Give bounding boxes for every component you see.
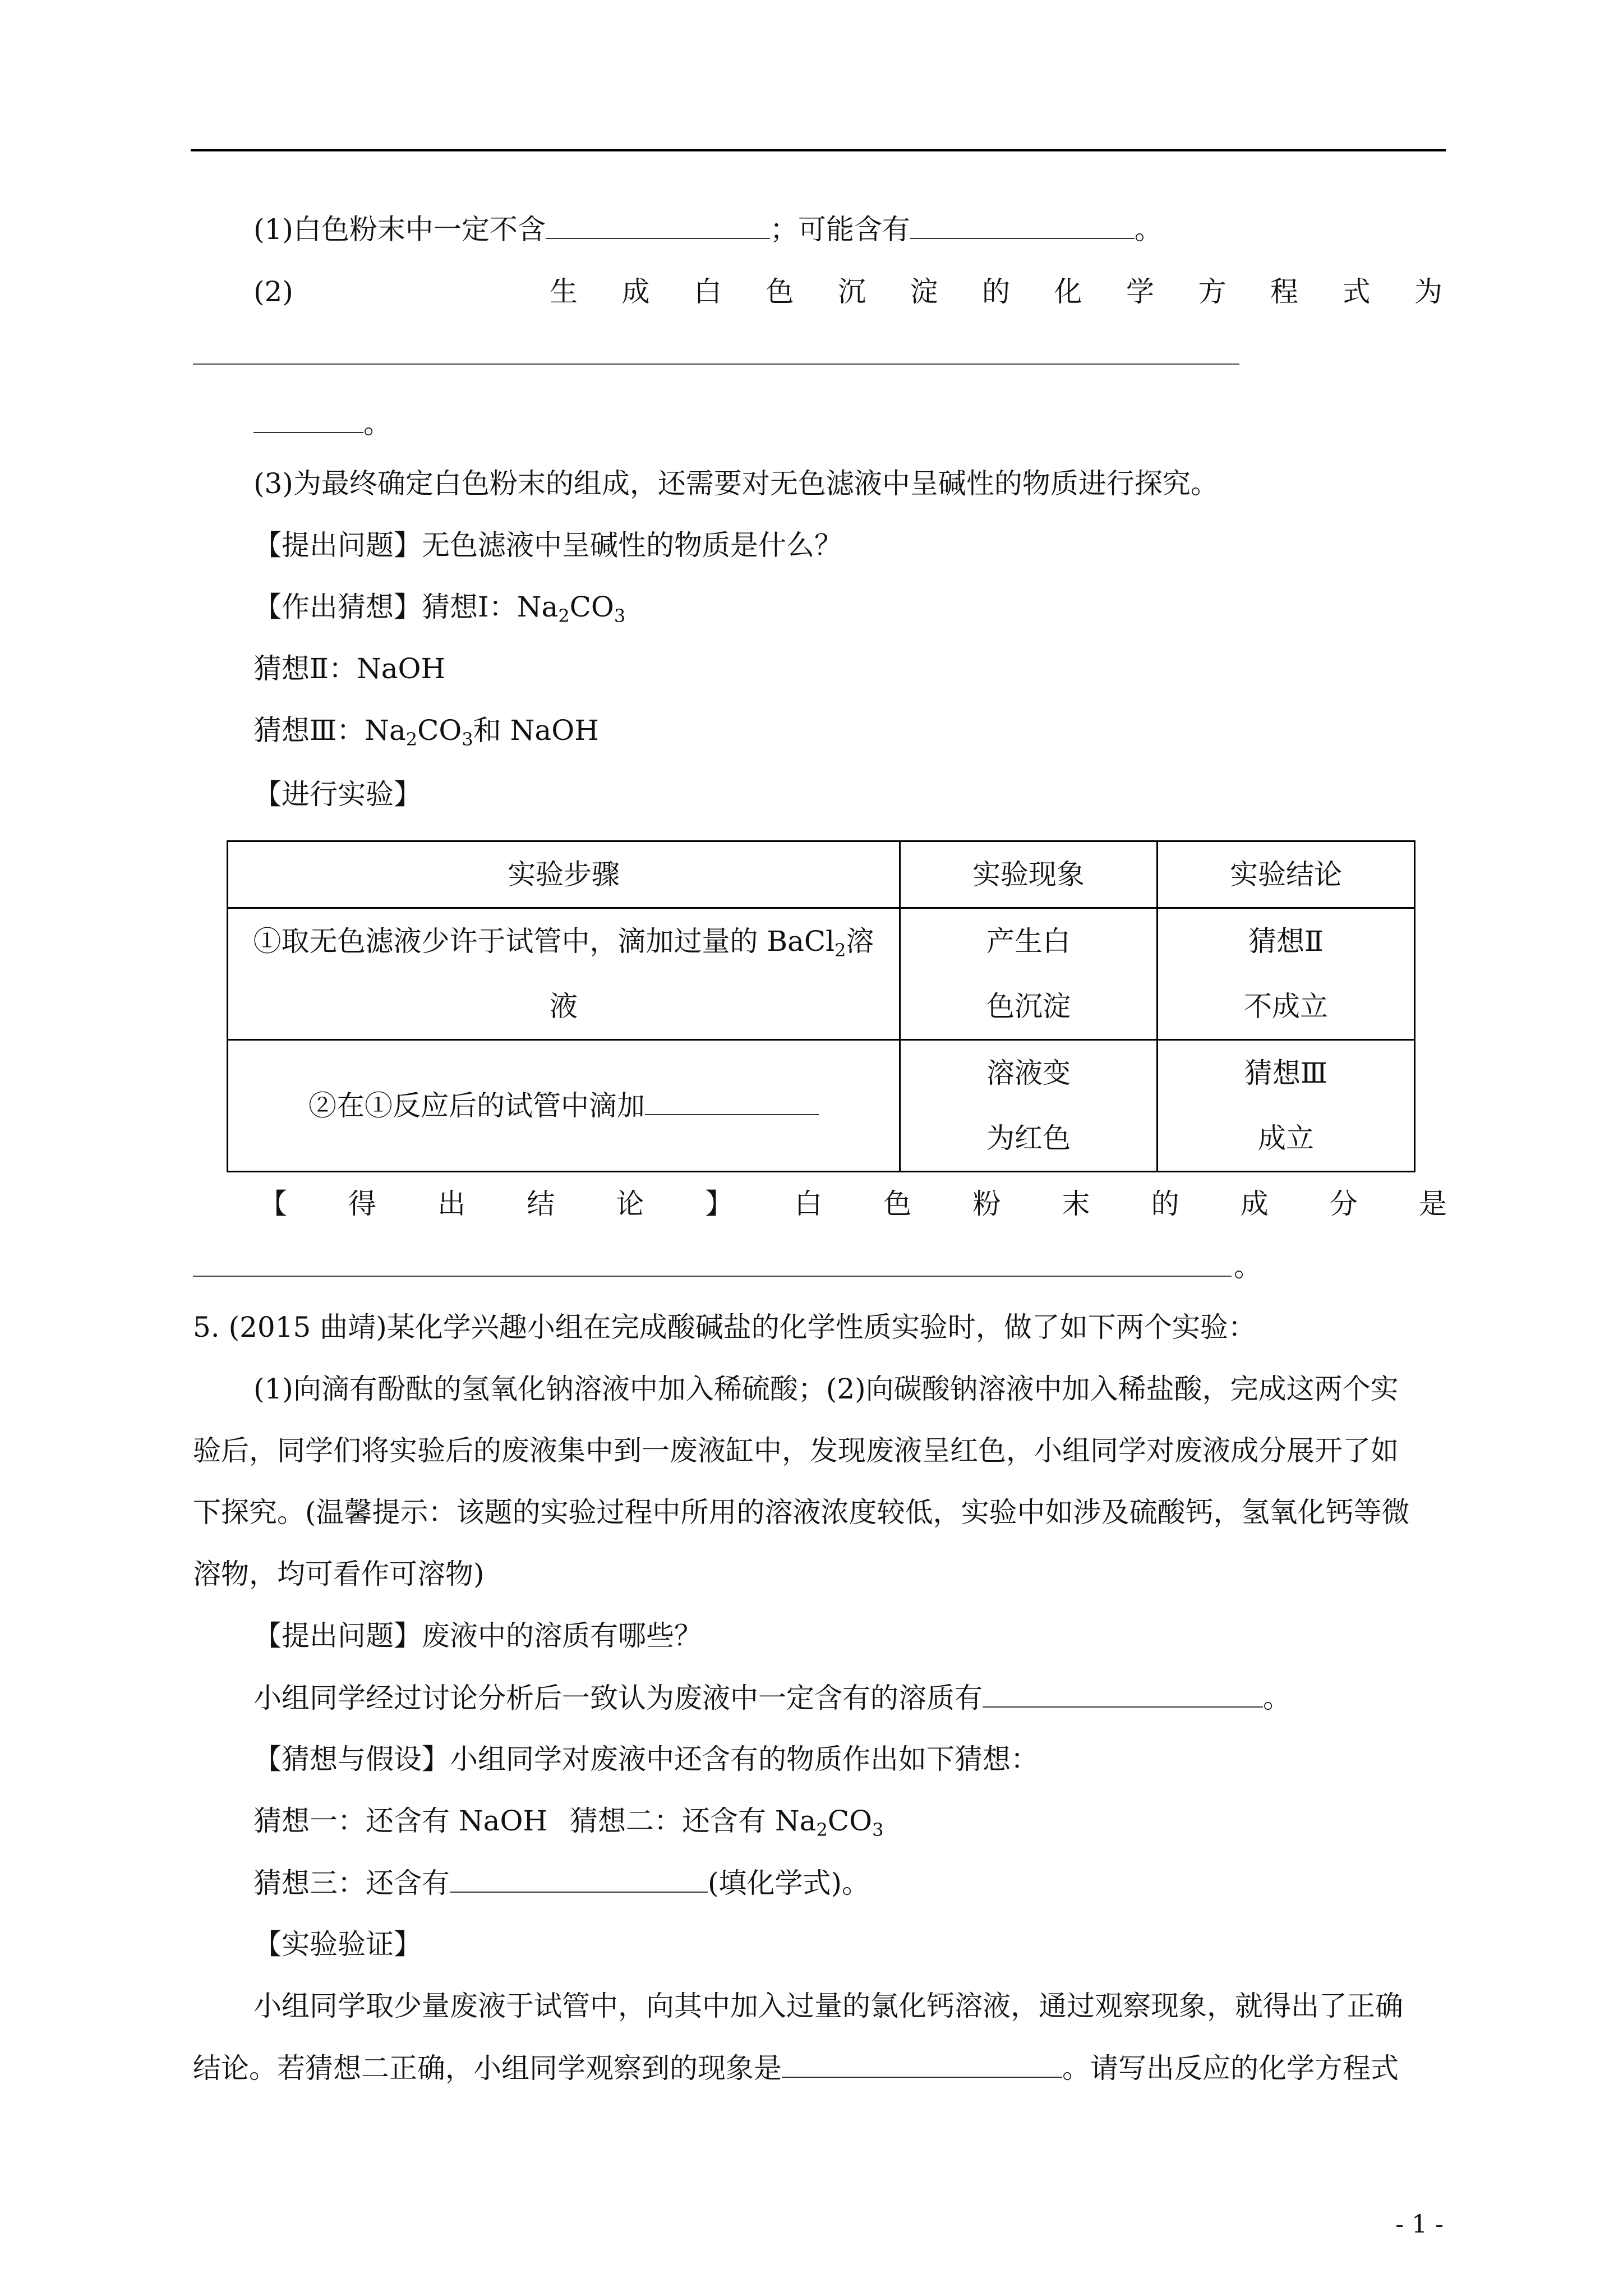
row2-phen-a: 溶液变 [986, 1057, 1071, 1089]
q5-guess-1: 猜想一：还含有 NaOH [253, 1805, 548, 1837]
header-phenomenon: 实验现象 [900, 841, 1158, 908]
table-row [228, 908, 1415, 1040]
guess2-prefix: 猜想二：还含有 Na [570, 1805, 817, 1837]
row2-phen-b: 为红色 [986, 1122, 1071, 1154]
hyp3-suffix: 和 NaOH [473, 714, 599, 747]
subscript: 3 [462, 729, 473, 750]
row2-step [228, 1040, 900, 1172]
q2-char: 淀 [910, 275, 938, 308]
q1-text-c: 。 [1134, 213, 1163, 246]
row2-conc-a: 猜想Ⅲ [1244, 1057, 1328, 1089]
q2-char: 色 [766, 275, 794, 308]
hypothesis-3 [253, 712, 599, 748]
guess2-mid: CO [827, 1805, 873, 1837]
conclusion-char: 结 [527, 1188, 555, 1220]
row1-step-b: 溶 [846, 925, 874, 958]
conclusion-char: 末 [1062, 1188, 1090, 1220]
experiment-heading: 【进行实验】 [253, 778, 422, 811]
q2-char: 沉 [838, 275, 866, 308]
row1-phen-b: 色沉淀 [986, 990, 1071, 1023]
hyp3-prefix: 猜想Ⅲ：Na [253, 714, 406, 747]
conclusion-char: 得 [348, 1188, 377, 1220]
verify-text: 结论。若猜想二正确，小组同学观察到的现象是 [193, 2052, 782, 2085]
answer-blank[interactable] [782, 2050, 1062, 2078]
q5-guess-3 [253, 1865, 870, 1901]
conclusion-char: 白 [794, 1188, 823, 1220]
q5-guess-2 [570, 1803, 883, 1839]
hyp3-mid: CO [417, 714, 462, 747]
q2-char: 白 [694, 275, 722, 308]
conclusion-char: 的 [1151, 1188, 1179, 1220]
subscript: 2 [558, 605, 570, 627]
conclusion-char: 色 [883, 1188, 912, 1220]
guess3-text: 猜想三：还含有 [253, 1867, 450, 1899]
q2-label: (2) [253, 275, 293, 308]
q2-char: 方 [1198, 275, 1227, 308]
q5-paragraph-line: 下探究。(温馨提示：该题的实验过程中所用的溶液浓度较低，实验中如涉及硫酸钙，氢氧化钙等微 [193, 1496, 1410, 1529]
subscript: 3 [614, 605, 626, 627]
q2-char: 程 [1270, 275, 1298, 308]
header-step: 实验步骤 [228, 841, 900, 908]
row2-phenomenon [900, 1040, 1158, 1172]
conclusion-char: 【 [259, 1188, 287, 1220]
q2-char: 学 [1126, 275, 1154, 308]
q5-verify-line: 小组同学取少量废液于试管中，向其中加入过量的氯化钙溶液，通过观察现象，就得出了正确 [253, 1990, 1403, 2022]
hyp1-mid: CO [569, 591, 614, 623]
row1-conclusion [1158, 908, 1415, 1040]
q2-char: 化 [1054, 275, 1082, 308]
q5-paragraph-line: 溶物，均可看作可溶物) [193, 1558, 485, 1590]
conclusion-char: 成 [1240, 1188, 1269, 1220]
conclusion-tail: 。 [1234, 1250, 1262, 1283]
row2-conclusion [1158, 1040, 1415, 1172]
conclusion-char: 分 [1329, 1188, 1358, 1220]
conclusion-char: 】 [705, 1188, 734, 1220]
q2-char: 为 [1414, 275, 1442, 308]
answer-blank-long[interactable] [193, 364, 1239, 365]
guess3-suffix: (填化学式)。 [708, 1867, 870, 1899]
q2-char: 式 [1342, 275, 1371, 308]
question-heading: 【提出问题】无色滤液中呈碱性的物质是什么？ [253, 529, 842, 562]
question-1 [253, 211, 1163, 247]
subscript: 3 [872, 1819, 884, 1841]
subscript: 2 [834, 940, 846, 961]
q2-tail-punct: 。 [363, 407, 391, 440]
header-rule [191, 149, 1446, 151]
q5-paragraph-line: 验后，同学们将实验后的废液集中到一废液缸中，发现废液呈红色，小组同学对废液成分展开了如 [193, 1434, 1399, 1467]
page-number: - 1 - [1395, 2210, 1444, 2239]
hypothesis-1 [253, 589, 625, 625]
conclusion-char: 出 [437, 1188, 466, 1220]
answer-blank[interactable] [983, 1680, 1263, 1708]
experiment-table [227, 840, 1415, 1172]
q5-question: 【提出问题】废液中的溶质有哪些？ [253, 1619, 702, 1652]
conclusion-char: 是 [1418, 1188, 1447, 1220]
row1-step-c: 液 [550, 990, 578, 1023]
q2-justified-text [550, 274, 1442, 310]
answer-blank[interactable] [910, 211, 1135, 239]
q1-text-a: (1)白色粉末中一定不含 [253, 213, 546, 246]
q2-char: 成 [621, 275, 650, 308]
question-3: (3)为最终确定白色粉末的组成，还需要对无色滤液中呈碱性的物质进行探究。 [253, 467, 1219, 500]
subscript: 2 [405, 729, 418, 750]
subscript: 2 [816, 1819, 828, 1841]
q5-verify-line [193, 2050, 1399, 2086]
row1-phenomenon [900, 908, 1158, 1040]
q5-guess-heading: 【猜想与假设】小组同学对废液中还含有的物质作出如下猜想： [253, 1743, 1039, 1775]
q1-text-b: ；可能含有 [769, 213, 910, 246]
row1-phen-a: 产生白 [986, 925, 1071, 958]
answer-blank[interactable] [253, 405, 363, 433]
q2-char: 的 [982, 275, 1010, 308]
row1-conc-b: 不成立 [1244, 990, 1328, 1023]
conclusion-justified-text [259, 1186, 1447, 1222]
table-header-row [228, 841, 1415, 908]
row1-conc-a: 猜想Ⅱ [1248, 925, 1324, 958]
row2-step-text: ②在①反应后的试管中滴加 [308, 1089, 645, 1122]
conclusion-char: 论 [616, 1188, 644, 1220]
hyp1-prefix: 【作出猜想】猜想Ⅰ：Na [253, 591, 559, 623]
q2-tail [253, 405, 391, 441]
q5-intro: 5. (2015 曲靖)某化学兴趣小组在完成酸碱盐的化学性质实验时，做了如下两个实验： [193, 1311, 1256, 1343]
answer-blank[interactable] [450, 1865, 708, 1893]
row1-step-a: ①取无色滤液少许于试管中，滴加过量的 BaCl [253, 925, 835, 958]
answer-blank-long[interactable] [193, 1276, 1232, 1277]
q5-paragraph-line: (1)向滴有酚酞的氢氧化钠溶液中加入稀硫酸；(2)向碳酸钠溶液中加入稀盐酸，完成这两个实 [253, 1373, 1399, 1405]
row1-step [228, 908, 900, 1040]
q5-verify-heading: 【实验验证】 [253, 1928, 422, 1961]
answer-blank[interactable] [645, 1087, 819, 1115]
hypothesis-2: 猜想Ⅱ：NaOH [253, 652, 446, 685]
row2-conc-b: 成立 [1258, 1122, 1314, 1154]
q2-char: 生 [550, 275, 578, 308]
q5-analysis [253, 1680, 1291, 1716]
q5-analysis-punct: 。 [1263, 1682, 1291, 1714]
table-row [228, 1040, 1415, 1172]
header-conclusion: 实验结论 [1158, 841, 1415, 908]
conclusion-char: 粉 [972, 1188, 1001, 1220]
answer-blank[interactable] [546, 211, 770, 239]
q5-analysis-text: 小组同学经过讨论分析后一致认为废液中一定含有的溶质有 [253, 1682, 983, 1714]
verify-suffix: 。请写出反应的化学方程式 [1062, 2052, 1399, 2085]
